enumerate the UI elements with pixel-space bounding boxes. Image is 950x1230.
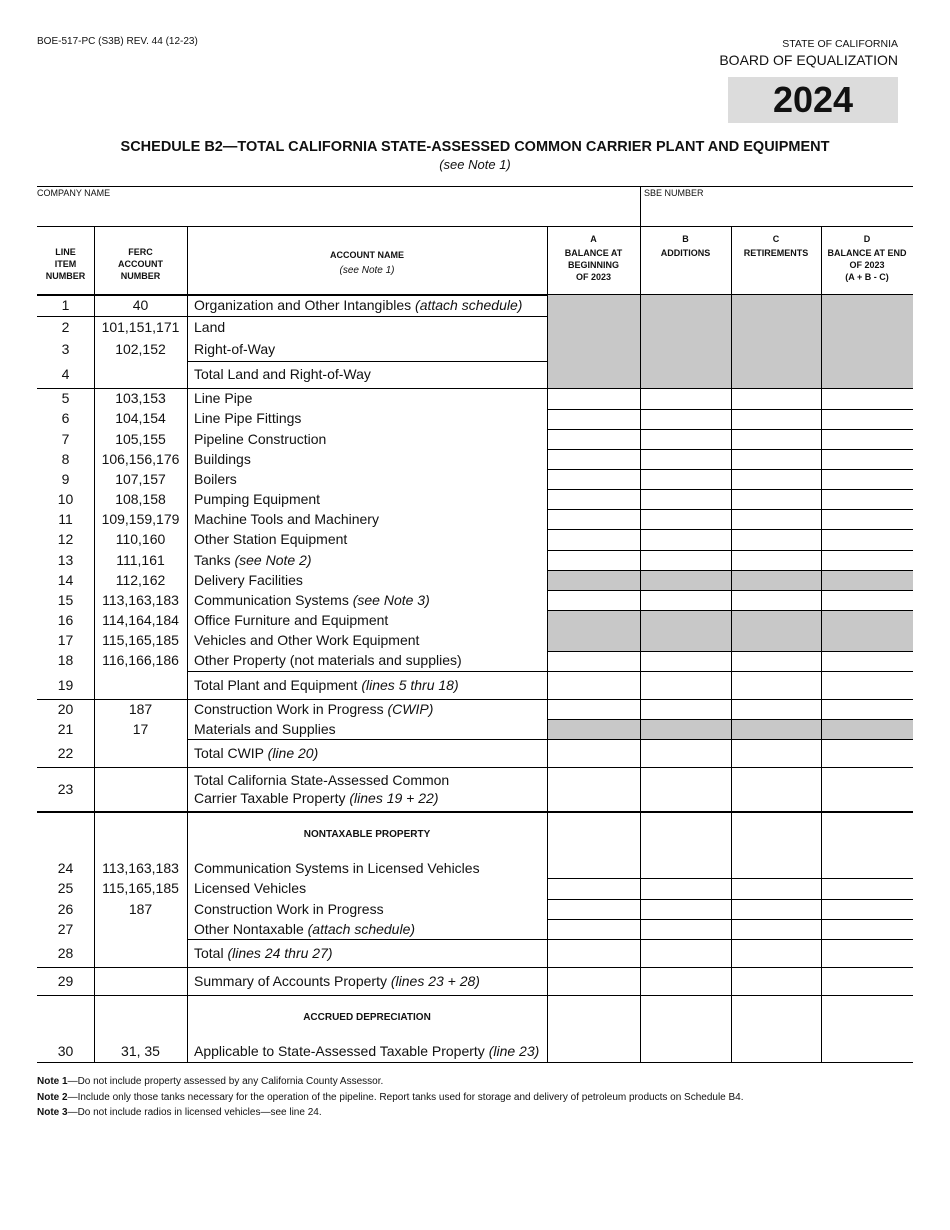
account-name: Summary of Accounts Property (lines 23 + 28) — [194, 973, 480, 989]
ferc-account-number: 115,165,185 — [102, 880, 179, 896]
note-1: Note 1—Do not include property assessed by any California County Assessor. — [37, 1076, 384, 1087]
line-item-number: 13 — [57, 552, 74, 568]
ferc-account-number: 106,156,176 — [101, 451, 180, 467]
sbe-number-field[interactable] — [646, 203, 910, 223]
col-header-a: A BALANCE AT BEGINNING OF 2023 — [564, 234, 623, 282]
account-name: Other Nontaxable (attach schedule) — [194, 921, 416, 937]
line-item-number: 5 — [61, 390, 70, 406]
ferc-account-number: 102,152 — [115, 341, 166, 357]
line-item-number: 19 — [57, 677, 74, 693]
account-name: Other Property (not materials and supplies) — [194, 652, 462, 668]
account-name: Organization and Other Intangibles (attach schedule) — [194, 297, 523, 313]
account-name: Right-of-Way — [194, 341, 276, 357]
line-item-number: 2 — [61, 319, 70, 335]
note-3: Note 3—Do not include radios in licensed vehicles—see line 24. — [37, 1107, 322, 1118]
line-item-number: 20 — [57, 701, 74, 717]
agency-state: STATE OF CALIFORNIA — [782, 38, 898, 50]
col-header-ferc: FERC ACCOUNT NUMBER — [118, 247, 163, 281]
rule — [547, 570, 913, 571]
col-header-account-name: ACCOUNT NAME (see Note 1) — [330, 250, 404, 276]
section-depreciation: ACCRUED DEPRECIATION — [303, 1012, 431, 1023]
rule — [187, 739, 913, 740]
ferc-account-number: 104,154 — [115, 410, 166, 426]
vline-col-a — [547, 226, 548, 1062]
vline-col-d — [821, 226, 822, 1062]
section-nontaxable: NONTAXABLE PROPERTY — [303, 829, 431, 840]
line-item-number: 4 — [61, 366, 70, 382]
rule — [547, 590, 913, 591]
account-name: Materials and Supplies — [194, 721, 336, 737]
account-name: Applicable to State-Assessed Taxable Property (line 23) — [194, 1043, 540, 1059]
rule — [37, 967, 913, 968]
account-name: Pipeline Construction — [194, 431, 327, 447]
schedule-subtitle: (see Note 1) — [439, 157, 511, 172]
account-name: Other Station Equipment — [194, 531, 348, 547]
rule — [547, 509, 913, 510]
note-2: Note 2—Include only those tanks necessary for the operation of the pipeline. Report tanks used for storage and delivery of petroleum products on Schedule B4. — [37, 1092, 744, 1103]
account-name: Communication Systems in Licensed Vehicles — [194, 860, 480, 876]
line-item-number: 24 — [57, 860, 74, 876]
ferc-account-number: 113,163,183 — [102, 592, 179, 608]
line-item-number: 23 — [57, 781, 74, 797]
account-name: Total Plant and Equipment (lines 5 thru 18) — [194, 677, 459, 693]
line-item-number: 27 — [57, 921, 74, 937]
line-item-number: 16 — [57, 612, 74, 628]
ferc-account-number: 108,158 — [115, 491, 166, 507]
ferc-account-number: 187 — [128, 901, 153, 917]
account-name: Buildings — [194, 451, 251, 467]
rule — [547, 610, 913, 611]
rule — [547, 489, 913, 490]
line-item-number: 15 — [57, 592, 74, 608]
ferc-account-number: 115,165,185 — [102, 632, 179, 648]
line-item-number: 29 — [57, 973, 74, 989]
ferc-account-number: 187 — [128, 701, 153, 717]
rule — [187, 361, 547, 362]
account-name: Delivery Facilities — [194, 572, 303, 588]
rule — [547, 651, 913, 652]
company-name-label: COMPANY NAME — [37, 188, 111, 198]
line-item-number: 3 — [61, 341, 70, 357]
line-item-number: 9 — [61, 471, 70, 487]
line-item-number: 21 — [57, 721, 74, 737]
account-name: Licensed Vehicles — [194, 880, 307, 896]
rule — [37, 316, 547, 317]
col-header-line-item: LINE ITEM NUMBER — [45, 247, 86, 281]
agency-board: BOARD OF EQUALIZATION — [719, 52, 898, 68]
ferc-account-number: 40 — [132, 297, 149, 313]
field-divider — [640, 186, 641, 226]
vline-col-b — [640, 226, 641, 1062]
vline-col-c — [731, 226, 732, 1062]
rule — [37, 995, 913, 996]
rule — [37, 767, 913, 768]
ferc-account-number: 31, 35 — [121, 1043, 160, 1059]
rule — [37, 1062, 913, 1063]
field-top-rule — [37, 186, 913, 187]
line-item-number: 11 — [58, 511, 73, 527]
account-name: Boilers — [194, 471, 237, 487]
account-name: Communication Systems (see Note 3) — [194, 592, 430, 608]
sbe-number-label: SBE NUMBER — [644, 188, 704, 198]
rule — [187, 939, 913, 940]
account-name: Construction Work in Progress (CWIP) — [194, 701, 434, 717]
rule — [547, 550, 913, 551]
line-item-number: 8 — [61, 451, 70, 467]
table-top-rule — [37, 226, 913, 227]
rule — [547, 429, 913, 430]
account-name: Total California State-Assessed Common Carrier Taxable Property (lines 19 + 22) — [194, 772, 450, 806]
rule — [547, 719, 913, 720]
line-item-number: 18 — [57, 652, 74, 668]
rule — [547, 449, 913, 450]
rule — [547, 899, 913, 900]
account-name: Total (lines 24 thru 27) — [194, 945, 333, 961]
account-name: Vehicles and Other Work Equipment — [194, 632, 420, 648]
account-name: Line Pipe — [194, 390, 253, 406]
vline-account — [187, 226, 188, 1062]
account-name: Pumping Equipment — [194, 491, 321, 507]
ferc-account-number: 110,160 — [115, 531, 166, 547]
account-name: Construction Work in Progress — [194, 901, 384, 917]
ferc-account-number: 101,151,171 — [101, 319, 180, 335]
schedule-title: SCHEDULE B2—TOTAL CALIFORNIA STATE-ASSESSED COMMON CARRIER PLANT AND EQUIPMENT — [120, 139, 830, 155]
account-name: Line Pipe Fittings — [194, 410, 302, 426]
rule — [547, 469, 913, 470]
ferc-account-number: 113,163,183 — [102, 860, 179, 876]
ferc-account-number: 114,164,184 — [102, 612, 179, 628]
ferc-account-number: 17 — [132, 721, 149, 737]
line-item-number: 25 — [57, 880, 74, 896]
company-name-field[interactable] — [40, 203, 636, 223]
line-item-number: 28 — [57, 945, 74, 961]
ferc-account-number: 107,157 — [115, 471, 166, 487]
rule — [547, 919, 913, 920]
tax-year-box: 2024 — [728, 77, 898, 123]
line-item-number: 6 — [61, 410, 70, 426]
rule — [187, 671, 913, 672]
form-id: BOE-517-PC (S3B) REV. 44 (12-23) — [37, 36, 198, 47]
col-header-c: C RETIREMENTS — [743, 234, 809, 258]
col-header-b: B ADDITIONS — [660, 234, 711, 258]
account-name: Total CWIP (line 20) — [194, 745, 319, 761]
account-name: Office Furniture and Equipment — [194, 612, 389, 628]
account-name: Tanks (see Note 2) — [194, 552, 312, 568]
line-item-number: 12 — [57, 531, 74, 547]
line-item-number: 22 — [57, 745, 74, 761]
line-item-number: 17 — [57, 632, 74, 648]
ferc-account-number: 103,153 — [115, 390, 166, 406]
ferc-account-number: 109,159,179 — [101, 511, 180, 527]
rule — [547, 529, 913, 530]
line-item-number: 10 — [57, 491, 74, 507]
rule — [37, 811, 913, 813]
line-item-number: 30 — [57, 1043, 74, 1059]
line-item-number: 26 — [57, 901, 74, 917]
account-name: Total Land and Right-of-Way — [194, 366, 371, 382]
line-item-number: 1 — [61, 297, 70, 313]
ferc-account-number: 112,162 — [115, 572, 166, 588]
ferc-account-number: 105,155 — [115, 431, 166, 447]
line-item-number: 14 — [57, 572, 74, 588]
rule — [547, 878, 913, 879]
rule — [547, 409, 913, 410]
account-name: Land — [194, 319, 226, 335]
ferc-account-number: 111,161 — [116, 552, 165, 568]
account-name: Machine Tools and Machinery — [194, 511, 379, 527]
line-item-number: 7 — [61, 431, 70, 447]
col-header-d: D BALANCE AT END OF 2023 (A + B - C) — [827, 234, 907, 282]
ferc-account-number: 116,166,186 — [102, 652, 179, 668]
